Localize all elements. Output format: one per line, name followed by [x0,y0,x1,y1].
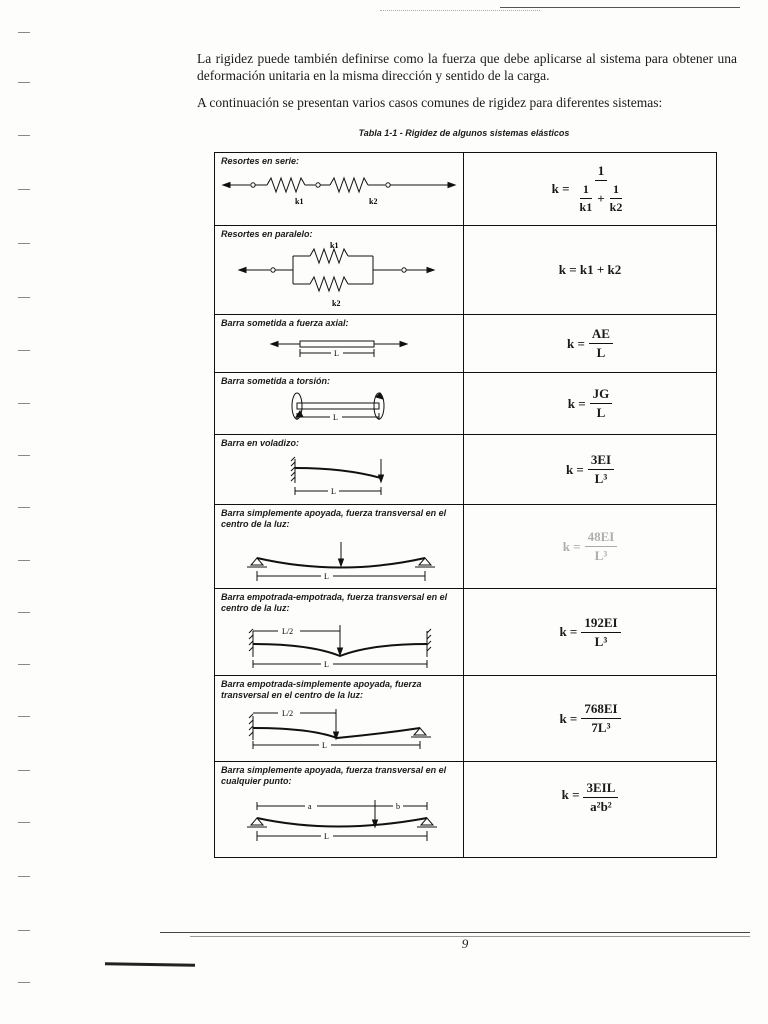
fraction-numerator: 48EI [585,529,618,547]
margin-mark [18,243,30,244]
label-L: L [324,832,329,841]
case-title: Barra en voladizo: [221,438,300,448]
case-title: Resortes en serie: [221,156,300,166]
formula-lhs: k = [551,181,570,196]
label-k1: k1 [295,197,304,206]
intro-paragraph-1: La rigidez puede también definirse como la fuerza que debe aplicarse al sistema para obtener una deformación unitaria en la misma dirección y sentido de la carga. [197,51,737,83]
fraction [583,780,618,815]
page-number: 9 [461,936,469,951]
fraction [585,529,618,564]
fraction [574,163,629,215]
formula-cell [464,589,717,676]
fixed-simply-supported-diagram [215,676,463,762]
label-L: L [322,741,327,750]
label-k1: k1 [330,241,339,250]
label-L: L [334,349,339,358]
plus-sign: + [597,190,605,206]
table-row [215,226,717,315]
formula-torsion [464,373,716,434]
case-cell [215,315,464,373]
torsion-bar-diagram [215,373,463,435]
label-L: L [324,660,329,669]
formula-fixed-fixed [464,589,716,675]
margin-mark [18,32,30,33]
formula-lhs: k = [559,624,578,639]
margin-mark [18,664,30,665]
series-springs-diagram [215,153,463,226]
margin-mark [18,403,30,404]
inner-numerator: 1 [580,182,592,199]
fraction-denominator: L³ [594,548,608,563]
fraction [589,326,613,361]
formula-lhs: k = [565,461,584,477]
margin-mark [18,876,30,877]
formula-series [464,153,716,225]
margin-mark [18,716,30,717]
table-row [215,153,717,226]
fixed-fixed-diagram [215,589,463,676]
scan-smudge [105,962,195,967]
label-L: L [333,413,338,422]
label-L: L [331,487,336,496]
fraction-denominator: a²b² [590,799,612,814]
formula-simply-supported-arbitrary [464,762,716,857]
case-title: Barra sometida a torsión: [221,376,331,386]
formula-cell [464,435,717,505]
formula-cell [464,676,717,762]
margin-mark [18,560,30,561]
label-k2: k2 [369,197,378,206]
fraction-denominator: L³ [594,471,608,486]
formula-simply-supported-center [464,505,716,588]
fraction-numerator: 3EI [588,452,614,470]
case-cell [215,676,464,762]
formula-lhs: k = [559,710,578,726]
parallel-springs-diagram [215,226,463,315]
intro-paragraph-2: A continuación se presentan varios casos comunes de rigidez para diferentes sistemas: [197,95,663,110]
fraction-denominator: 7L³ [591,720,611,735]
cantilever-diagram [215,435,463,505]
case-cell [215,226,464,315]
case-title: Barra empotrada-simplemente apoyada, fuerza transversal en el centro de la luz: [221,679,422,700]
inner-denominator: k1 [579,200,593,214]
formula-lhs: k = [567,395,586,411]
fraction-numerator: 1 [595,163,608,181]
inner-numerator: 1 [610,182,622,199]
case-cell [215,435,464,505]
margin-mark [18,135,30,136]
formula-fixed-simply-supported [464,676,716,761]
case-cell [215,153,464,226]
table-row [215,505,717,589]
fraction-denominator: L [596,405,606,420]
case-title: Barra empotrada-empotrada, fuerza transversal en el centro de la luz: [221,592,448,613]
table-row [215,315,717,373]
case-title: Resortes en paralelo: [221,229,313,239]
label-L-half: L/2 [282,627,294,636]
fraction [590,386,613,421]
table-caption: Tabla 1-1 - Rigidez de algunos sistemas elásticos [358,128,570,138]
margin-mark [18,612,30,613]
formula-axial [464,315,716,372]
margin-mark [18,930,30,931]
fraction-numerator: 192EI [581,615,620,633]
fraction [588,452,614,487]
formula-cell [464,373,717,435]
simply-supported-arbitrary-diagram [215,762,463,858]
table-row [215,762,717,858]
footer-rule [160,932,750,933]
axial-bar-diagram [215,315,463,373]
inner-denominator: k2 [609,200,623,214]
margin-mark [18,297,30,298]
label-a: a [308,802,312,811]
header-rule [500,7,740,8]
formula-cell [464,315,717,373]
label-k2: k2 [332,299,341,308]
margin-mark [18,82,30,83]
case-cell [215,505,464,589]
formula-cantilever [464,435,716,504]
margin-mark [18,982,30,983]
table-row [215,676,717,762]
case-cell [215,589,464,676]
margin-mark [18,507,30,508]
margin-mark [18,770,30,771]
case-title: Barra sometida a fuerza axial: [221,318,349,328]
case-title: Barra simplemente apoyada, fuerza transversal en el cualquier punto: [221,765,447,786]
intro-text [197,50,737,121]
formula-cell [464,226,717,315]
simply-supported-center-diagram [215,505,463,589]
fraction [581,701,620,736]
margin-mark [18,822,30,823]
formula-cell [464,762,717,858]
formula-lhs: k = [562,538,581,554]
case-cell [215,373,464,435]
case-title: Barra simplemente apoyada, fuerza transversal en el centro de la luz: [221,508,447,529]
margin-mark [18,189,30,190]
formula-cell [464,505,717,589]
fraction-numerator: AE [589,326,613,344]
label-b: b [396,802,400,811]
margin-mark [18,455,30,456]
table-row [215,589,717,676]
label-L: L [324,572,329,581]
fraction-numerator: JG [590,386,613,404]
fraction-denominator: L [596,345,606,360]
inner-fraction-k2 [607,182,626,215]
inner-fraction-k1 [577,182,596,215]
formula-parallel: k = k1 + k2 [558,262,622,277]
fraction-denominator: L³ [594,633,608,649]
margin-mark [18,350,30,351]
table-row [215,373,717,435]
fraction-denominator [574,181,629,215]
table-row [215,435,717,505]
scan-artifact-dots [380,10,540,12]
stiffness-table [214,152,717,858]
fraction-numerator: 3EIL [583,780,618,798]
fraction-numerator: 768EI [581,701,620,719]
formula-lhs: k = [567,335,585,351]
formula-cell [464,153,717,226]
case-cell [215,762,464,858]
fraction [581,615,620,650]
formula-lhs: k = [561,787,580,802]
label-L-half: L/2 [282,709,294,718]
